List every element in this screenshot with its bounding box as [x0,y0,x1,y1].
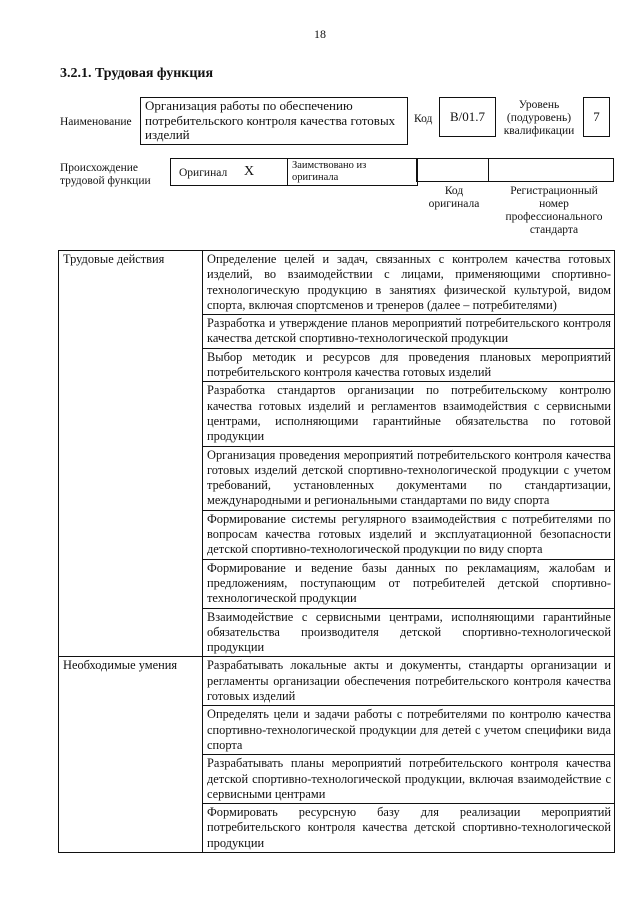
skills-heading: Необходимые умения [59,657,203,853]
function-code-field: B/01.7 [439,97,496,137]
original-mark: X [244,164,255,179]
skill-item: Разрабатывать локальные акты и документы, стандарты организации и регламенты организации обеспечения потребительского контроля качества готовых изделий [203,657,615,706]
registration-number-cell [488,158,614,182]
origin-label [60,162,151,188]
original-code-label [418,185,490,211]
reg-label-line-1: Регистрационный [510,185,598,197]
reg-label-line-4: стандарта [529,224,579,236]
level-label [500,99,578,138]
labor-action-item: Выбор методик и ресурсов для проведения плановых мероприятий потребительского контроля качества готовых изделий [203,348,615,382]
borrowed-label [292,160,366,184]
origin-row [170,158,416,186]
code-label: Код [414,113,433,125]
qualification-level-field: 7 [583,97,610,137]
borrowed-label-line-1: Заимствовано из [292,160,367,171]
labor-action-item: Организация проведения мероприятий потребительского контроля качества готовых изделий детской спортивно-технологической продукции с учетом требований, установленных документами по стандартизации, международными и региональными стандартами по виду спорта [203,446,615,510]
labor-action-item: Формирование и ведение базы данных по рекламациям, жалобам и предложениям, поступающим от потребителей детской спортивно-технологической продукции [203,559,615,608]
borrowed-cell [287,158,418,186]
original-code-label-line-1: Код [444,185,464,197]
page-number: 18 [314,27,326,41]
level-label-line-1: Уровень [518,99,560,111]
borrowed-label-line-2: оригинала [292,172,339,183]
skill-item: Разрабатывать планы мероприятий потребительского контроля качества детской спортивно-технологической продукции, включая взаимодействие с сервисными центрами [203,755,615,804]
reg-label-line-3: профессионального [505,211,603,223]
original-code-cell [416,158,489,182]
original-cell [170,158,288,186]
labor-action-item: Разработка и утверждение планов мероприятий потребительского контроля качества детской спортивно-технологической продукции [203,315,615,349]
labor-action-item: Определение целей и задач, связанных с контролем качества готовых изделий, во взаимодействии с лицами, применяющими спортивно-технологическую продукцию в занятиях физической культурой, видом спорта, включая спортсменов и тренеров (далее – потребителями) [203,251,615,315]
registration-number-label [494,185,614,237]
section-title: 3.2.1. Трудовая функция [60,66,214,81]
skill-item: Формировать ресурсную базу для реализации мероприятий потребительского контроля качества детской спортивно-технологической продукции [203,804,615,853]
labor-action-item: Взаимодействие с сервисными центрами, исполняющими гарантийные обязательства производителя детской спортивно-технологической продукции [203,608,615,657]
level-label-line-3: квалификации [503,125,575,137]
name-label: Наименование [60,116,132,128]
table-row [59,251,615,315]
reg-label-line-2: номер [539,198,569,210]
function-name-field: Организация работы по обеспечению потребительского контроля качества готовых изделий [140,97,408,145]
function-details-table [58,250,615,853]
origin-label-line-1: Происхождение [60,162,139,174]
level-label-line-2: (подуровень) [506,112,572,124]
origin-label-line-2: трудовой функции [60,175,151,187]
skill-item: Определять цели и задачи работы с потребителями по контролю качества спортивно-технологической продукции для детей с учетом специфики вида спорта [203,706,615,755]
labor-actions-heading: Трудовые действия [59,251,203,657]
labor-action-item: Разработка стандартов организации по потребительскому контролю качества готовых изделий и регламентов взаимодействия с сервисными центрами, исполняющими гарантийные обязательства по готовой продукции [203,382,615,446]
original-code-label-line-2: оригинала [428,198,480,210]
table-row [59,657,615,706]
original-label: Оригинал [179,167,228,179]
labor-action-item: Формирование системы регулярного взаимодействия с потребителями по вопросам качества готовых изделий и эксплуатационной безопасности детской спортивно-технологической продукции по виду спорта [203,510,615,559]
